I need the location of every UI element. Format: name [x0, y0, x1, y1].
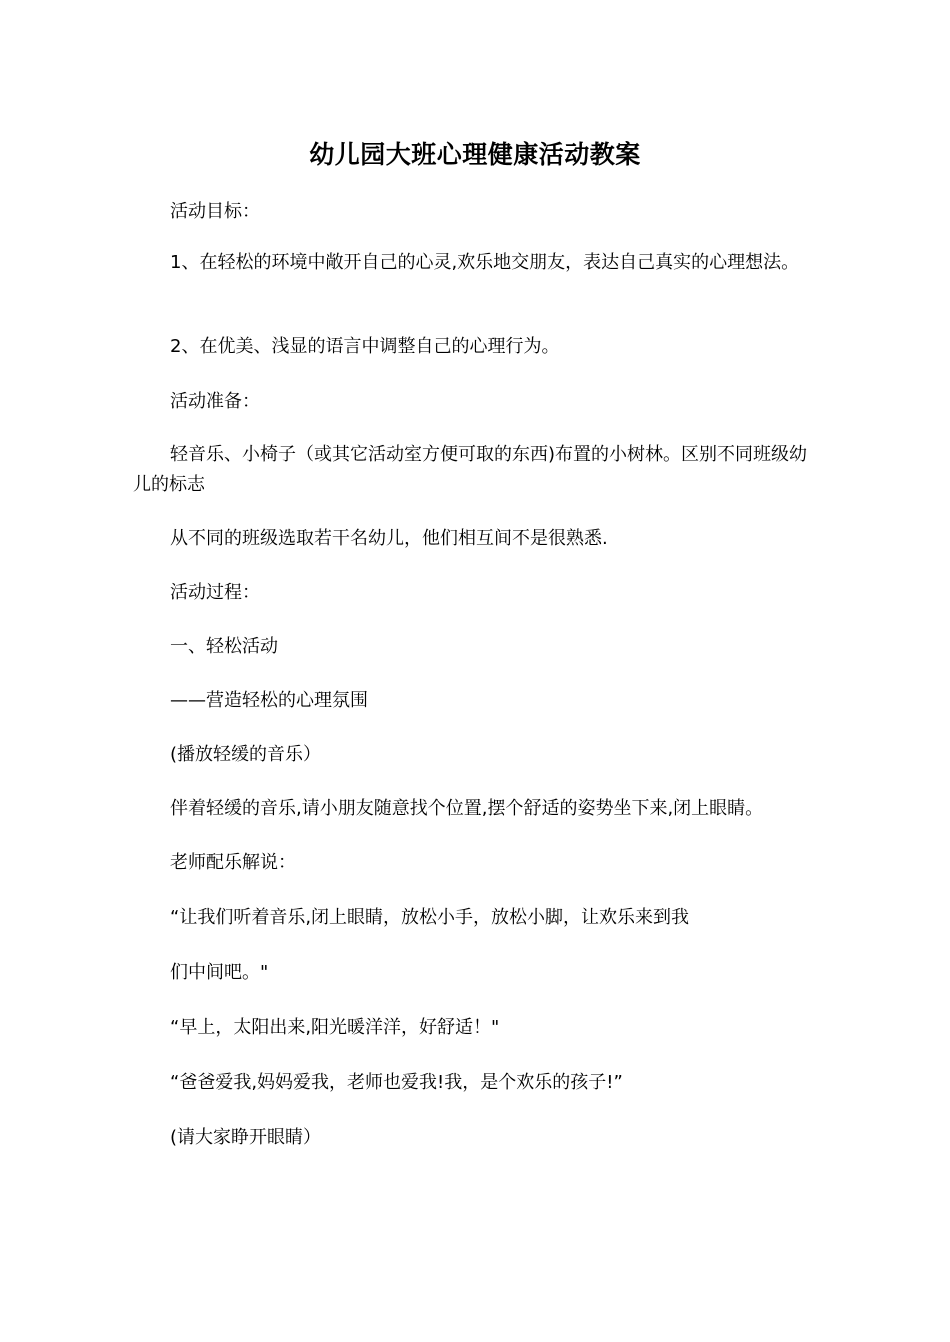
paragraph-play-music: (播放轻缓的音乐）: [170, 744, 322, 765]
paragraph-goal-2: 2、在优美、浅显的语言中调整自己的心理行为。: [170, 336, 560, 357]
paragraph-instruction: 伴着轻缓的音乐,请小朋友随意找个位置,摆个舒适的姿势坐下来,闭上眼睛。: [170, 798, 764, 819]
paragraph-prep-materials: 轻音乐、小椅子（或其它活动室方便可取的东西)布置的小树林。区别不同班级幼儿的标志: [133, 444, 808, 495]
paragraph-quote-2: “早上，太阳出来,阳光暖洋洋，好舒适！": [170, 1017, 500, 1038]
paragraph-section-1: 一、轻松活动: [170, 636, 278, 657]
paragraph-goal-1: 1、在轻松的环境中敞开自己的心灵,欢乐地交朋友，表达自己真实的心理想法。: [170, 252, 800, 273]
paragraph-process-heading: 活动过程：: [170, 582, 260, 603]
paragraph-teacher-narration: 老师配乐解说：: [170, 852, 296, 873]
paragraph-goals-heading: 活动目标：: [170, 201, 260, 222]
document-title: 幼儿园大班心理健康活动教案: [309, 140, 641, 169]
paragraph-prep-heading: 活动准备：: [170, 391, 260, 412]
paragraph-open-eyes: (请大家睁开眼睛）: [170, 1127, 322, 1148]
paragraph-section-1-subtitle: ——营造轻松的心理氛围: [170, 690, 368, 711]
paragraph-quote-1: “让我们听着音乐,闭上眼睛，放松小手，放松小脚，让欢乐来到我: [170, 907, 690, 928]
paragraph-quote-1-cont: 们中间吧。": [170, 962, 269, 983]
paragraph-quote-3: “爸爸爱我,妈妈爱我，老师也爱我!我，是个欢乐的孩子!”: [170, 1072, 623, 1093]
paragraph-prep-children: 从不同的班级选取若干名幼儿，他们相互间不是很熟悉.: [170, 528, 608, 549]
